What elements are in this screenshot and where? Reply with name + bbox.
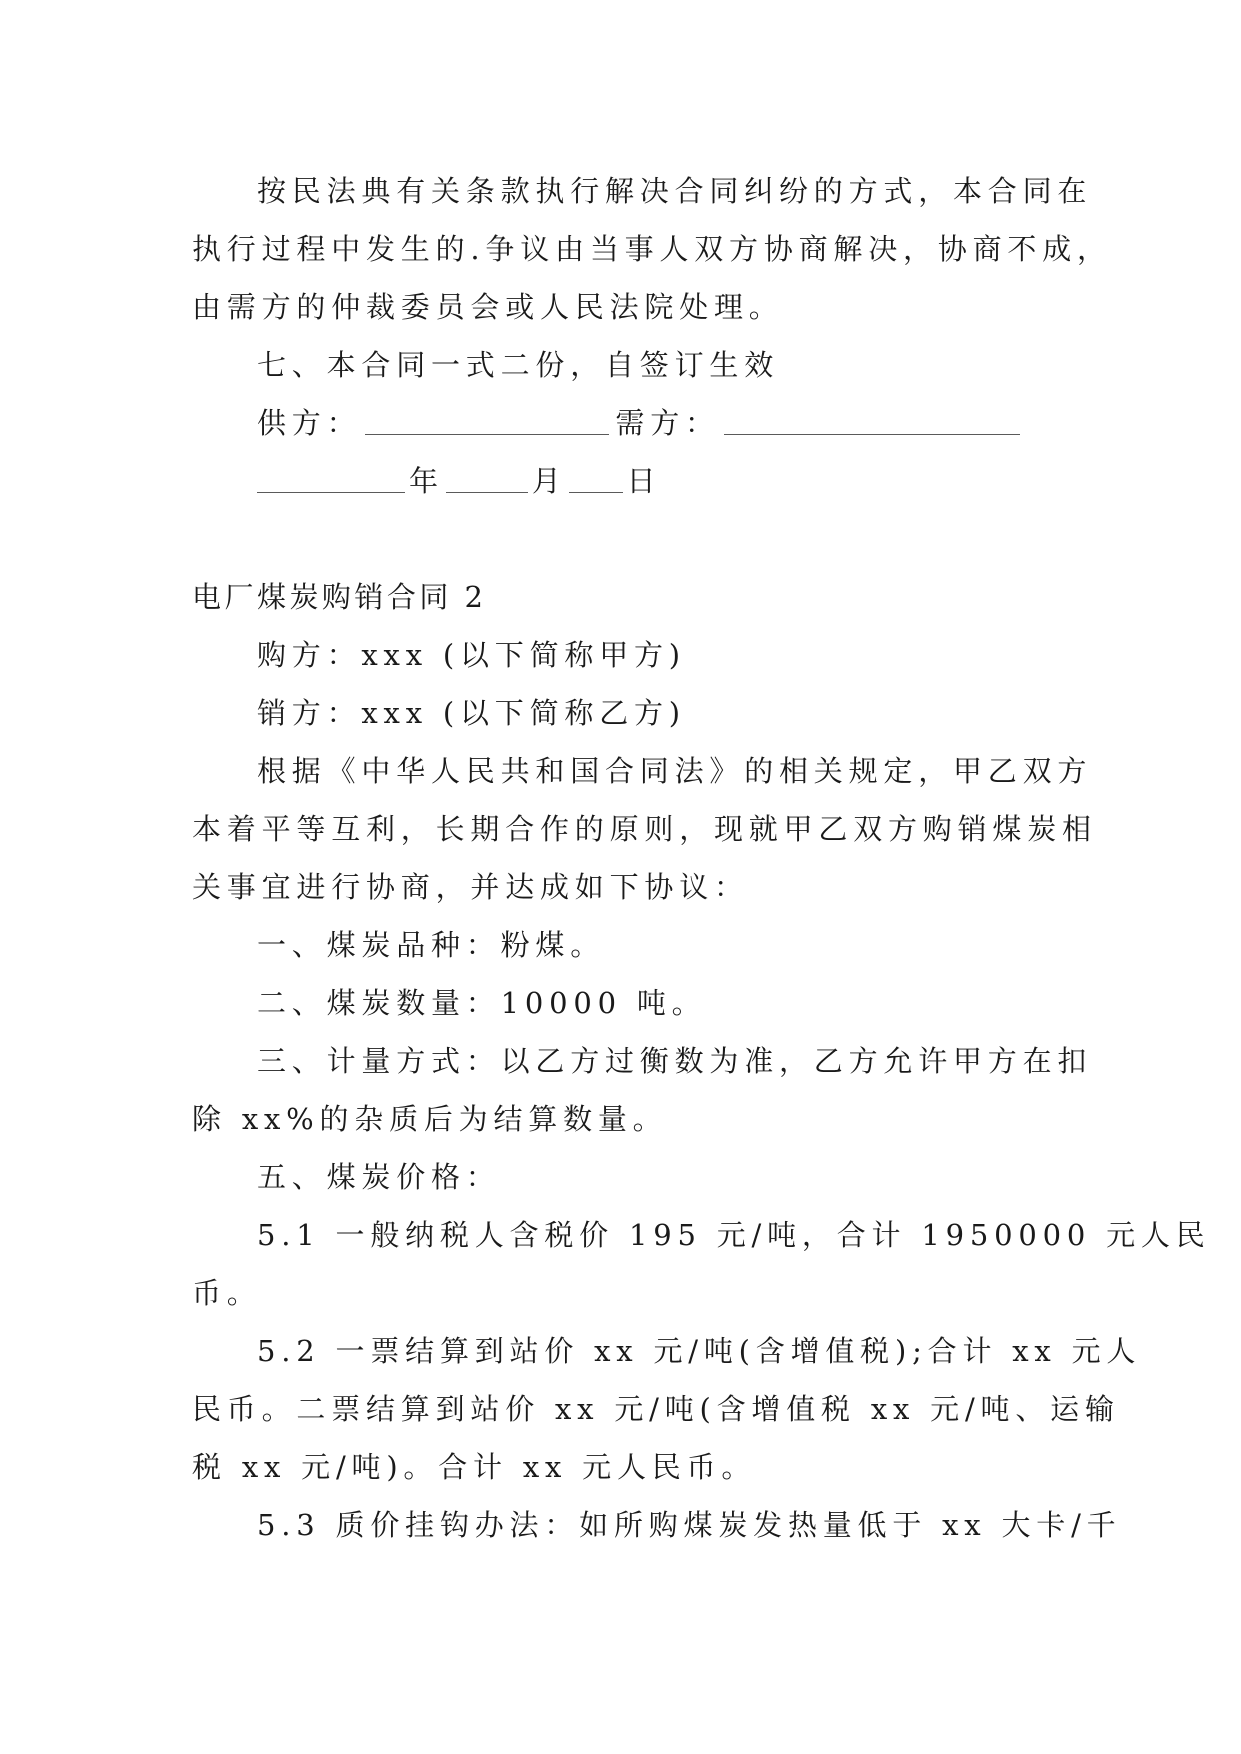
item-5-2-line-3: 税 xx 元/吨)。合计 xx 元人民币。 (192, 1450, 757, 1484)
year-label: 年 (409, 464, 444, 498)
buyer-label: 需方： (615, 406, 720, 440)
item-5-2-line-2: 民币。二票结算到站价 xx 元/吨(含增值税 xx 元/吨、运输 (192, 1392, 1120, 1426)
preamble-line-2: 本着平等互利，长期合作的原则，现就甲乙双方购销煤炭相 (192, 812, 1097, 846)
day-label: 日 (626, 464, 662, 498)
signature-parties-row (192, 394, 1052, 452)
buyer-party-line: 购方：xxx (以下简称甲方) (257, 638, 686, 672)
item-coal-type: 一、煤炭品种：粉煤。 (257, 928, 606, 962)
month-blank[interactable] (446, 462, 528, 493)
seller-party-line: 销方：xxx (以下简称乙方) (257, 696, 686, 730)
item-measurement-line-1: 三、计量方式：以乙方过衡数为准，乙方允许甲方在扣 (257, 1044, 1093, 1078)
day-blank[interactable] (569, 462, 623, 493)
preamble-line-3: 关事宜进行协商，并达成如下协议： (192, 870, 749, 904)
clause-seven: 七、本合同一式二份，自签订生效 (257, 348, 780, 382)
supplier-label: 供方： (257, 406, 362, 440)
item-5-1-line-2: 币。 (192, 1276, 262, 1310)
preamble-line-1: 根据《中华人民共和国合同法》的相关规定，甲乙双方 (257, 754, 1093, 788)
dispute-clause-line-2: 执行过程中发生的.争议由当事人双方协商解决，协商不成， (192, 232, 1112, 266)
item-coal-quantity: 二、煤炭数量：10000 吨。 (257, 986, 707, 1020)
buyer-signature-blank[interactable] (724, 404, 1020, 435)
year-blank[interactable] (257, 462, 405, 493)
item-5-3-line-1: 5.3 质价挂钩办法：如所购煤炭发热量低于 xx 大卡/千 (257, 1508, 1122, 1542)
item-coal-price-heading: 五、煤炭价格： (257, 1160, 501, 1194)
month-label: 月 (531, 464, 567, 498)
document-body (192, 162, 1211, 1554)
contract-2-title: 电厂煤炭购销合同 2 (192, 580, 487, 614)
supplier-signature-blank[interactable] (365, 404, 609, 435)
section-spacer (192, 510, 1052, 568)
item-5-1-line-1: 5.1 一般纳税人含税价 195 元/吨，合计 1950000 元人民 (257, 1218, 1211, 1252)
dispute-clause-line-3: 由需方的仲裁委员会或人民法院处理。 (192, 290, 784, 324)
signature-date-row (192, 452, 1052, 510)
item-measurement-line-2: 除 xx%的杂质后为结算数量。 (192, 1102, 668, 1136)
item-5-2-line-1: 5.2 一票结算到站价 xx 元/吨(含增值税);合计 xx 元人 (257, 1334, 1142, 1368)
dispute-clause-line-1: 按民法典有关条款执行解决合同纠纷的方式，本合同在 (257, 174, 1093, 208)
